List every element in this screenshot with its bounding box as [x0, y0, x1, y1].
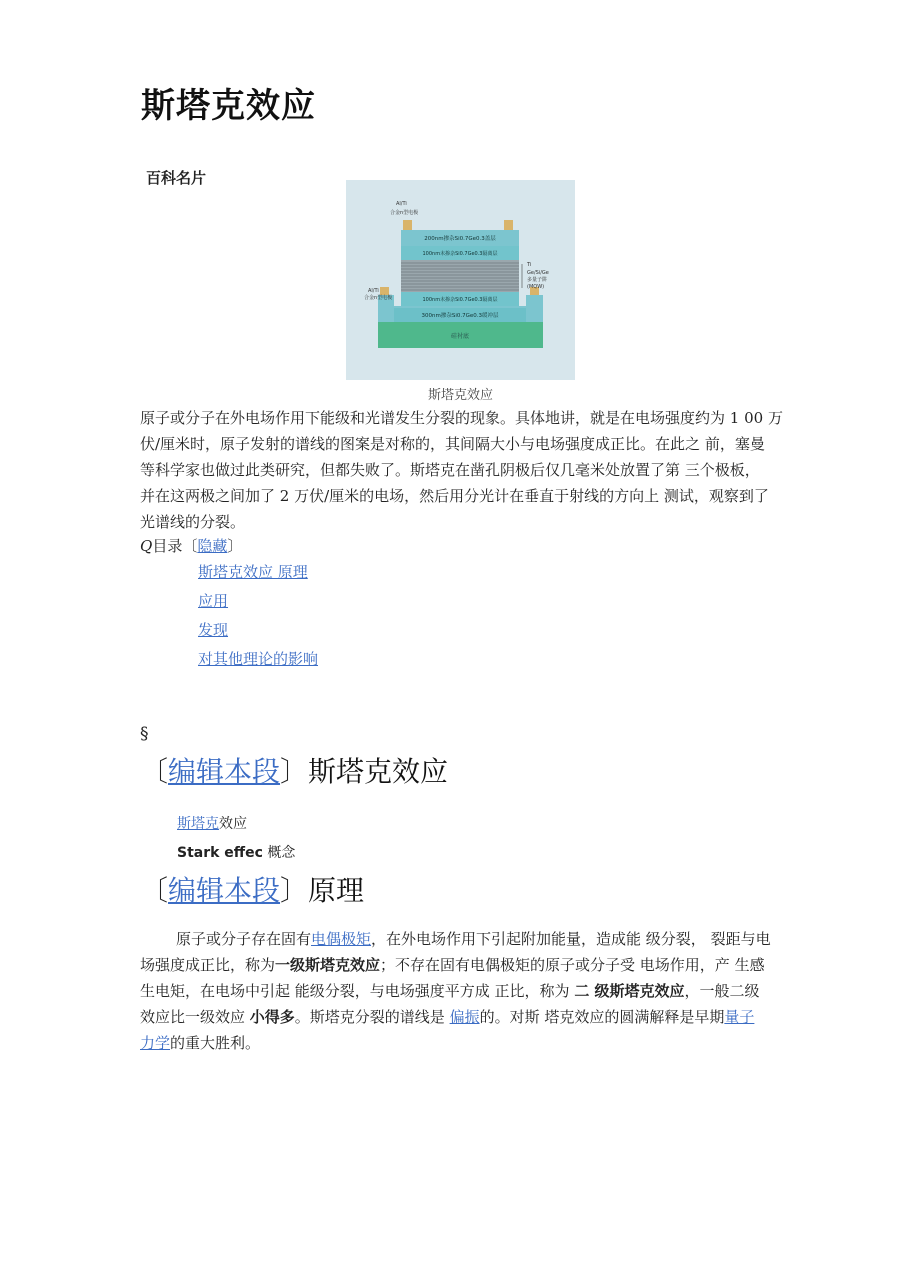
intro-line: 等科学家也做过此类研究，但都失败了。斯塔克在凿孔阴极后仅几毫米处放置了第 三个极板， — [140, 461, 760, 479]
intro-line: 伏/厘米时，原子发射的谱线的图案是对称的，其间隔大小与电场强度成正比。在此之 前，塞曼 — [140, 435, 765, 453]
mid-left-label: Al/Ti — [368, 288, 379, 294]
toc-bracket-close: 〕 — [227, 537, 243, 555]
quantum-link[interactable]: 量子 — [724, 1008, 755, 1026]
intro-line: 光谱线的分裂。 — [140, 513, 246, 531]
text: 效应比一级效应 — [140, 1008, 250, 1026]
mid-left-label-2: 合金n型电极 — [364, 295, 393, 301]
edit-section-link[interactable]: 编辑本段 — [168, 874, 281, 907]
edit-section-link[interactable]: 编辑本段 — [168, 755, 281, 788]
layer4-label: 300nm掺杂Si0.7Ge0.3缓冲层 — [421, 313, 499, 319]
principle-line — [140, 1004, 788, 1030]
section-heading-principle — [140, 869, 364, 909]
text: 原子或分子存在固有 — [176, 930, 312, 948]
text: 生电矩，在电场中引起 能级分裂，与电场强度平方成 正比，称为 — [140, 982, 575, 1000]
concept-label: 概念 — [262, 845, 296, 861]
top-left-label-2: 合金n型电极 — [390, 210, 419, 216]
bracket-close: 〕 — [280, 755, 309, 788]
much-smaller-term: 小得多 — [249, 1008, 295, 1026]
layer3-label: 100nm未掺杂Si0.7Ge0.3隔离层 — [422, 297, 498, 303]
toc-bracket-open: 〔 — [182, 537, 198, 555]
layer1-label: 200nm掺杂Si0.7Ge0.3盖层 — [424, 236, 496, 242]
intro-line: 原子或分子在外电场作用下能级和光谱发生分裂的现象。具体地讲，就是在电场强度约为 1 00 万 — [140, 409, 783, 427]
electric-dipole-link[interactable]: 电偶极矩 — [311, 930, 372, 948]
toc-hide-link[interactable]: 隐藏 — [197, 537, 228, 555]
principle-line — [140, 1030, 788, 1056]
figure-caption: 斯塔克效应 — [427, 388, 493, 403]
stark-link[interactable]: 斯塔克 — [177, 816, 219, 832]
section-title: 斯塔克效应 — [308, 755, 449, 788]
text: ；不存在固有电偶极矩的原子或分子受 电场作用，产 生感 — [380, 956, 765, 974]
text: ，一般二级 — [684, 982, 760, 1000]
section-mark: § — [140, 724, 149, 744]
layer2-label: 100nm未掺杂Si0.7Ge0.3隔离层 — [422, 251, 498, 257]
section-title: 原理 — [308, 874, 365, 907]
bracket-close: 〕 — [280, 874, 309, 907]
top-left-label: Al/Ti — [396, 201, 407, 207]
toc-item-application[interactable]: 应用 — [198, 592, 229, 610]
intro-paragraph — [140, 405, 788, 535]
right-label-2: Ge/Si/Ge — [527, 270, 549, 276]
text: 的。对斯 塔克效应的圆满解释是早期 — [479, 1008, 725, 1026]
stark-line-rest: 效应 — [219, 816, 247, 832]
toc-item-discovery[interactable]: 发现 — [198, 621, 229, 639]
intro-line: 并在这两极之间加了 2 万伏/厘米的电场，然后用分光计在垂直于射线的方向上 测试，观察到了 — [140, 487, 769, 505]
figure-device-diagram — [346, 180, 575, 380]
stark-effect-line — [177, 813, 247, 833]
right-label-1: Ti — [527, 262, 532, 268]
bracket-open: 〔 — [140, 755, 169, 788]
stark-concept-line — [177, 842, 295, 862]
principle-line — [140, 926, 788, 952]
card-label: 百科名片 — [146, 169, 207, 187]
bracket-open: 〔 — [140, 874, 169, 907]
text: 场强度成正比，称为 — [140, 956, 276, 974]
polarization-link[interactable]: 偏振 — [449, 1008, 480, 1026]
stark-english-name: Stark effec — [177, 845, 263, 861]
section-heading-stark — [140, 750, 448, 790]
substrate-label: 硅衬底 — [450, 333, 470, 340]
toc-q-mark: Q — [140, 537, 153, 555]
first-order-stark-term: 一级斯塔克效应 — [275, 956, 381, 974]
mechanics-link[interactable]: 力学 — [140, 1034, 171, 1052]
toc-header — [140, 535, 242, 556]
toc-label: 目录 — [152, 537, 183, 555]
principle-paragraph — [140, 926, 788, 1056]
text: 的重大胜利。 — [170, 1034, 261, 1052]
principle-line — [140, 978, 788, 1004]
principle-line — [140, 952, 788, 978]
second-order-stark-term: 二 级斯塔克效应 — [574, 982, 685, 1000]
right-label-4: (MQW) — [527, 284, 545, 290]
toc-item-principle[interactable]: 斯塔克效应 原理 — [198, 563, 308, 581]
text: 。斯塔克分裂的谱线是 — [294, 1008, 450, 1026]
right-label-3: 多量子阱 — [527, 277, 548, 283]
toc-item-influence[interactable]: 对其他理论的影响 — [198, 650, 319, 668]
page-title: 斯塔克效应 — [141, 86, 316, 126]
text: ，在外电场作用下引起附加能量，造成能 级分裂， 裂距与电 — [371, 930, 771, 948]
